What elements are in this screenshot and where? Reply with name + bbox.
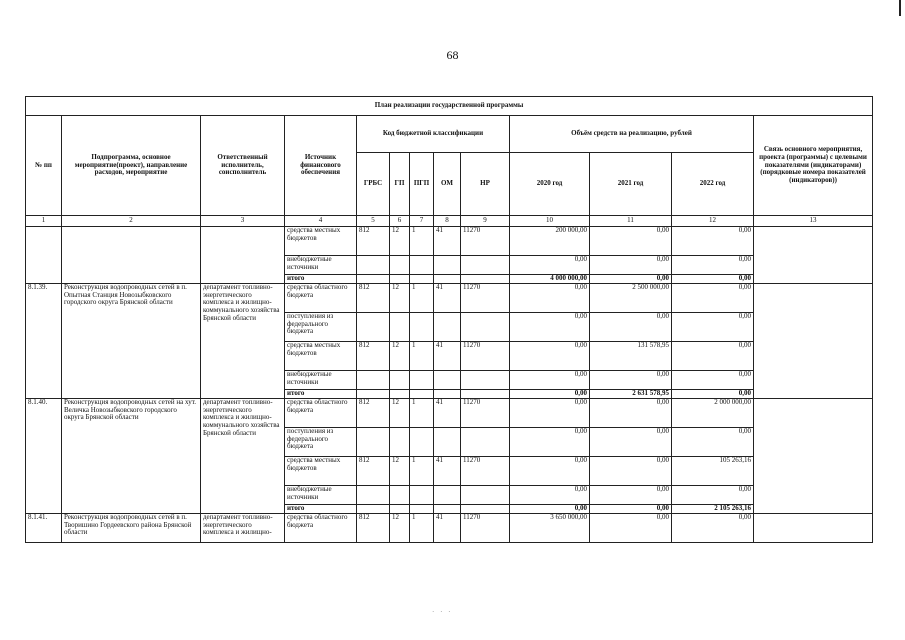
cell-2021: 0,00: [590, 275, 672, 284]
cell-2022: 105 263,16: [672, 457, 754, 486]
cell-source: средства местных бюджетов: [285, 342, 357, 371]
header-grbs: ГРБС: [357, 153, 390, 216]
cell-source: поступления из федерального бюджета: [285, 313, 357, 342]
cell-np: 11270: [461, 227, 510, 256]
cell-2022: 0,00: [672, 256, 754, 275]
cell-np: 11270: [461, 457, 510, 486]
cell-source: средства областного бюджета: [285, 514, 357, 543]
cell-2022: 0,00: [672, 486, 754, 505]
implementation-plan-table: [25, 96, 873, 543]
cell-2021: 2 631 578,95: [590, 390, 672, 399]
header-2020: 2020 год: [510, 153, 590, 216]
col-number: 2: [62, 216, 201, 227]
cell-executor: департамент топливно-энергетического комплекса и жилищно-коммунального хозяйства Брянской области: [201, 399, 285, 514]
cell-name: [62, 227, 201, 284]
cell-executor: департамент топливно-энергетического комплекса и жилищно-коммунального хозяйства Брянской области: [201, 284, 285, 399]
cell-np: 11270: [461, 284, 510, 313]
cell-name: Реконструкция водопроводных сетей на хут. Величка Новозыбковского городского округа Брянской области: [62, 399, 201, 514]
cell-source: внебюджетные источники: [285, 486, 357, 505]
cell-2020: 0,00: [510, 256, 590, 275]
cell-2020: 200 000,00: [510, 227, 590, 256]
cell-source: средства областного бюджета: [285, 284, 357, 313]
cell-om: 41: [434, 227, 461, 256]
col-number: 1: [26, 216, 62, 227]
cell-2020: 4 000 000,00: [510, 275, 590, 284]
cell-2021: 0,00: [590, 399, 672, 428]
cell-2022: 0,00: [672, 514, 754, 543]
cell-2020: 0,00: [510, 428, 590, 457]
cell-2021: 131 578,95: [590, 342, 672, 371]
table-row: [26, 514, 873, 543]
cell-2021: 0,00: [590, 256, 672, 275]
header-2021: 2021 год: [590, 153, 672, 216]
cell-grbs: 812: [357, 514, 390, 543]
cell-2020: 0,00: [510, 505, 590, 514]
cell-no: [26, 227, 62, 284]
table-row: [26, 399, 873, 428]
cell-2021: 0,00: [590, 428, 672, 457]
cell-om: 41: [434, 399, 461, 428]
cell-2022: 0,00: [672, 428, 754, 457]
cell-2022: 0,00: [672, 227, 754, 256]
header-source: Источник финансового обеспечения: [285, 116, 357, 216]
cell-2020: 0,00: [510, 371, 590, 390]
cell-source: внебюджетные источники: [285, 371, 357, 390]
cell-source: внебюджетные источники: [285, 256, 357, 275]
cell-om: 41: [434, 457, 461, 486]
cell-link: [754, 227, 873, 284]
cell-2022: 0,00: [672, 284, 754, 313]
cell-name: Реконструкция водопроводных сетей в п. Творишино Гордеевского района Брянской области: [62, 514, 201, 543]
cell-no: 8.1.41.: [26, 514, 62, 543]
cell-om: 41: [434, 284, 461, 313]
table-row: [26, 284, 873, 313]
cell-2020: 0,00: [510, 313, 590, 342]
cell-pgp: 1: [410, 284, 434, 313]
page-number: 68: [446, 48, 459, 62]
header-2022: 2022 год: [672, 153, 754, 216]
col-number: 13: [754, 216, 873, 227]
cell-grbs: 812: [357, 284, 390, 313]
cell-2021: 0,00: [590, 371, 672, 390]
cell-name: Реконструкция водопроводных сетей в п. Опытная Станция Новозыбковского городского округа Брянской области: [62, 284, 201, 399]
cell-np: 11270: [461, 399, 510, 428]
cell-2022: 0,00: [672, 390, 754, 399]
cell-2021: 0,00: [590, 514, 672, 543]
col-number: 9: [461, 216, 510, 227]
cell-executor: департамент топливно-энергетического комплекса и жилищно-: [201, 514, 285, 543]
cell-pgp: 1: [410, 457, 434, 486]
header-gp: ГП: [390, 153, 410, 216]
cell-2022: 0,00: [672, 313, 754, 342]
cell-2020: 0,00: [510, 342, 590, 371]
cell-2020: 0,00: [510, 486, 590, 505]
cell-np: 11270: [461, 342, 510, 371]
cell-2020: 0,00: [510, 399, 590, 428]
cell-om: 41: [434, 342, 461, 371]
cell-pgp: 1: [410, 399, 434, 428]
cell-link: [754, 399, 873, 514]
header-subprogram: Подпрограмма, основное мероприятие(проект), направление расходов, мероприятие: [62, 116, 201, 216]
cell-executor: [201, 227, 285, 284]
cell-source: итого: [285, 275, 357, 284]
cell-source: средства областного бюджета: [285, 399, 357, 428]
header-link: Связь основного мероприятия, проекта (программы) с целевыми показателями (индикаторами) (порядковые номера показателей (индикаторов)): [754, 116, 873, 216]
header-np: НР: [461, 153, 510, 216]
scan-artifact: · · ·: [432, 608, 453, 616]
cell-gp: 12: [390, 284, 410, 313]
cell-2021: 0,00: [590, 227, 672, 256]
col-number: 7: [410, 216, 434, 227]
table-title: План реализации государственной программы: [26, 97, 873, 116]
cell-pgp: 1: [410, 514, 434, 543]
cell-grbs: 812: [357, 399, 390, 428]
header-om: ОМ: [434, 153, 461, 216]
cell-gp: 12: [390, 399, 410, 428]
cell-2022: 0,00: [672, 275, 754, 284]
cell-2020: 0,00: [510, 457, 590, 486]
cell-2022: 0,00: [672, 371, 754, 390]
column-numbers-row: [26, 216, 873, 227]
col-number: 10: [510, 216, 590, 227]
cell-2021: 2 500 000,00: [590, 284, 672, 313]
scan-edge-mark: [899, 0, 901, 16]
cell-2020: 0,00: [510, 390, 590, 399]
cell-gp: 12: [390, 227, 410, 256]
cell-np: 11270: [461, 514, 510, 543]
cell-link: [754, 514, 873, 543]
cell-source: поступления из федерального бюджета: [285, 428, 357, 457]
cell-om: 41: [434, 514, 461, 543]
cell-pgp: 1: [410, 342, 434, 371]
cell-2022: 0,00: [672, 342, 754, 371]
cell-source: итого: [285, 390, 357, 399]
cell-2021: 0,00: [590, 457, 672, 486]
col-number: 12: [672, 216, 754, 227]
cell-2022: 2 000 000,00: [672, 399, 754, 428]
header-no: № пп: [26, 116, 62, 216]
cell-2020: 0,00: [510, 284, 590, 313]
cell-source: средства местных бюджетов: [285, 227, 357, 256]
cell-source: итого: [285, 505, 357, 514]
col-number: 11: [590, 216, 672, 227]
cell-source: средства местных бюджетов: [285, 457, 357, 486]
header-budget-code: Код бюджетной классификации: [357, 116, 510, 153]
cell-2022: 2 105 263,16: [672, 505, 754, 514]
col-number: 6: [390, 216, 410, 227]
header-executor: Ответственный исполнитель, соисполнитель: [201, 116, 285, 216]
cell-grbs: 812: [357, 457, 390, 486]
col-number: 4: [285, 216, 357, 227]
col-number: 3: [201, 216, 285, 227]
table-row: [26, 227, 873, 256]
cell-pgp: 1: [410, 227, 434, 256]
cell-no: 8.1.40.: [26, 399, 62, 514]
cell-gp: 12: [390, 457, 410, 486]
cell-gp: 12: [390, 514, 410, 543]
cell-2021: 0,00: [590, 313, 672, 342]
col-number: 8: [434, 216, 461, 227]
header-pgp: ПГП: [410, 153, 434, 216]
cell-2021: 0,00: [590, 505, 672, 514]
col-number: 5: [357, 216, 390, 227]
cell-gp: 12: [390, 342, 410, 371]
cell-no: 8.1.39.: [26, 284, 62, 399]
cell-grbs: 812: [357, 227, 390, 256]
header-volume: Объём средств на реализацию, рублей: [510, 116, 754, 153]
cell-2020: 3 650 000,00: [510, 514, 590, 543]
cell-link: [754, 284, 873, 399]
cell-grbs: 812: [357, 342, 390, 371]
cell-2021: 0,00: [590, 486, 672, 505]
